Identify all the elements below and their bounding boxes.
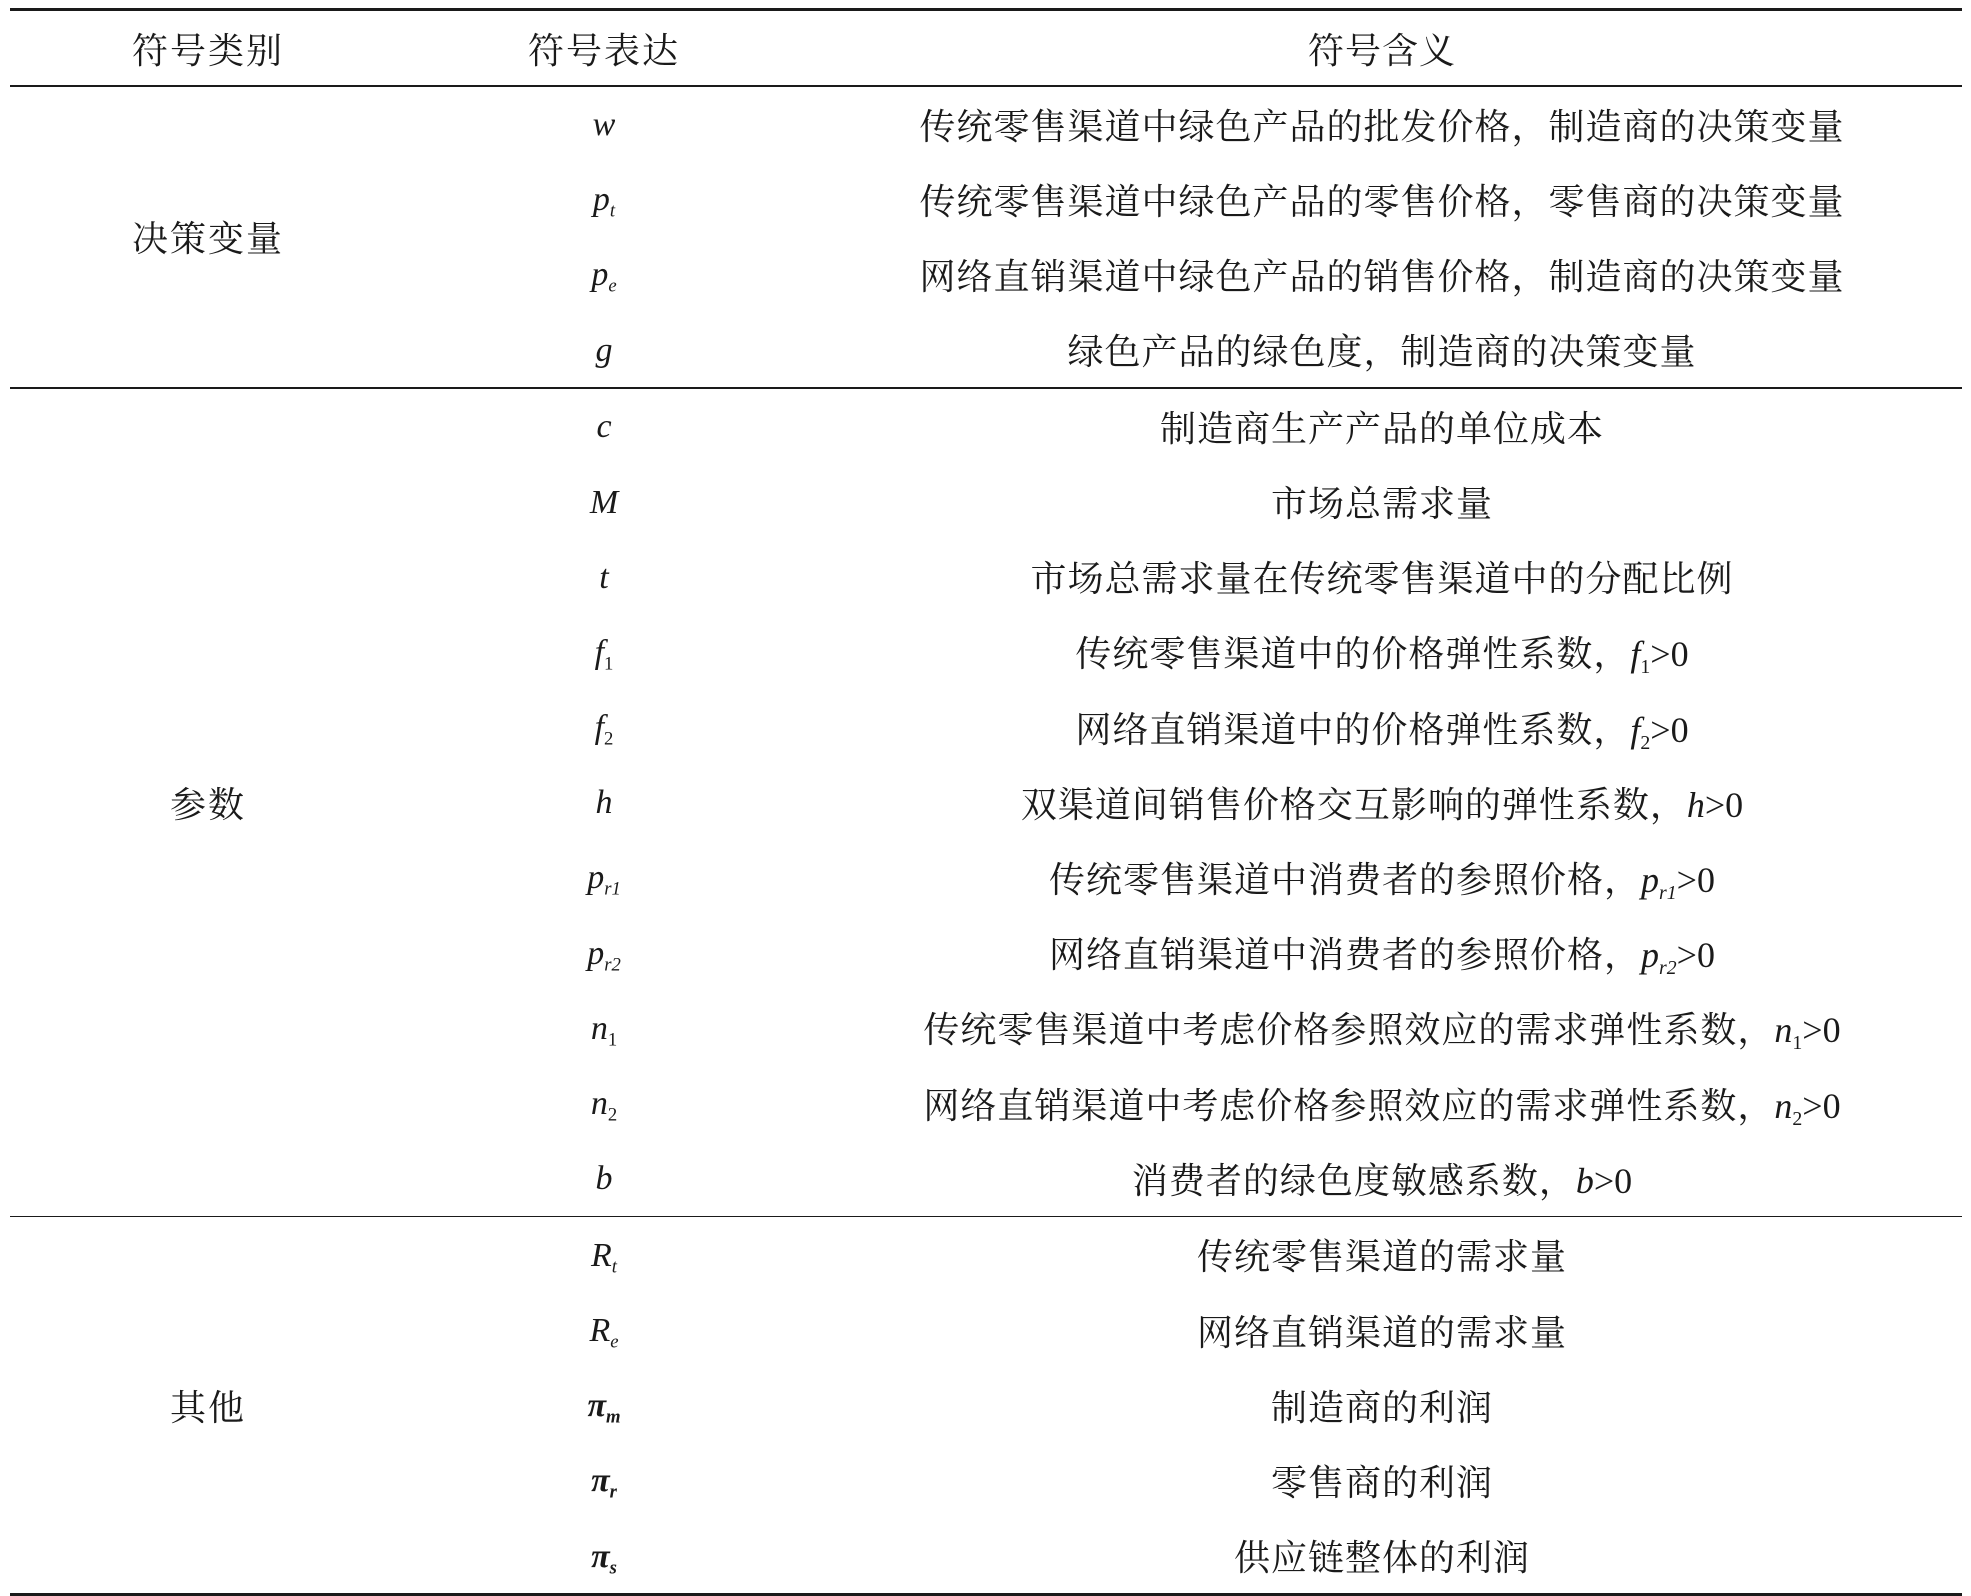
symbol-cell	[406, 1158, 802, 1198]
symbol-base: p	[587, 859, 605, 897]
symbol-base: w	[592, 106, 616, 144]
symbol-base: π	[587, 1387, 606, 1425]
symbol-expression	[591, 1537, 617, 1579]
table-row	[406, 840, 1962, 915]
meaning-cell	[802, 1002, 1962, 1053]
condition-subscript: 2	[1792, 1107, 1803, 1130]
symbol-table	[10, 8, 1962, 1596]
symbol-subscript: r1	[604, 879, 621, 900]
condition-symbol-base: n	[1774, 1010, 1793, 1051]
table-row	[406, 312, 1962, 387]
symbol-cell	[406, 254, 802, 297]
meaning-cell	[802, 401, 1962, 452]
symbol-cell	[406, 933, 802, 976]
meaning-text: 传统零售渠道的需求量	[1196, 1237, 1567, 1279]
table-row	[406, 1518, 1962, 1593]
table-row	[406, 765, 1962, 840]
symbol-expression	[591, 1462, 617, 1503]
meaning-text: 网络直销渠道的需求量	[1196, 1312, 1567, 1354]
condition-symbol-base: f	[1630, 634, 1641, 675]
symbol-expression	[589, 1312, 619, 1353]
meaning-text: 市场总需求量	[1270, 484, 1493, 526]
meaning-text: 双渠道间销售价格交互影响的弹性系数，	[1020, 784, 1687, 826]
symbol-cell	[406, 406, 802, 446]
meaning-text: 网络直销渠道中考虑价格参照效应的需求弹性系数，	[923, 1085, 1775, 1127]
table-row	[406, 1293, 1962, 1368]
group-category-label: 其他	[169, 1387, 246, 1429]
condition-subscript: r2	[1659, 957, 1677, 980]
meaning-cell	[802, 777, 1962, 828]
condition-symbol	[1774, 1085, 1803, 1130]
symbol-group	[10, 389, 1962, 1216]
symbol-base: R	[591, 1236, 612, 1274]
condition-symbol-base: f	[1630, 709, 1641, 750]
symbol-expression	[590, 1085, 618, 1126]
symbol-base: b	[595, 1160, 613, 1198]
condition-symbol-base: b	[1575, 1160, 1594, 1201]
table-body	[10, 87, 1962, 1596]
meaning-text: 市场总需求量在传统零售渠道中的分配比例	[1030, 559, 1734, 601]
symbol-cell	[406, 1310, 802, 1353]
symbol-expression	[587, 1387, 621, 1428]
symbol-base: R	[589, 1312, 611, 1350]
meaning-cell	[802, 1305, 1962, 1356]
symbol-subscript: m	[606, 1406, 621, 1428]
symbol-cell	[406, 1235, 802, 1278]
condition-value: >0	[1676, 935, 1715, 976]
condition-subscript: 2	[1640, 731, 1651, 754]
symbol-cell	[406, 179, 802, 222]
symbol-expression	[592, 181, 616, 222]
symbol-subscript: t	[609, 200, 616, 222]
condition-value: >0	[1802, 1085, 1841, 1126]
symbol-subscript: r	[609, 1482, 617, 1503]
condition-subscript: 1	[1792, 1032, 1803, 1055]
symbol-expression	[596, 332, 613, 369]
symbol-expression	[587, 859, 621, 900]
table-row	[406, 87, 1962, 162]
symbol-expression	[596, 1160, 613, 1197]
table-row	[406, 162, 1962, 237]
group-rows	[406, 87, 1962, 388]
table-row	[406, 237, 1962, 312]
symbol-subscript: 1	[604, 653, 614, 675]
symbol-base: n	[590, 1085, 608, 1123]
symbol-cell	[406, 1536, 802, 1579]
condition-value: >0	[1802, 1010, 1841, 1051]
symbol-cell	[406, 557, 802, 597]
symbol-subscript: 1	[607, 1029, 618, 1051]
condition-symbol-base: p	[1641, 935, 1660, 976]
condition-value: >0	[1676, 859, 1715, 900]
symbol-base: n	[590, 1009, 608, 1047]
condition-symbol-base: h	[1686, 784, 1705, 825]
meaning-text: 制造商的利润	[1270, 1387, 1493, 1429]
table-row	[406, 990, 1962, 1065]
group-rows	[406, 389, 1962, 1216]
condition-symbol	[1641, 935, 1677, 980]
header-category: 符号类别	[131, 30, 284, 72]
meaning-cell	[802, 99, 1962, 150]
meaning-text: 制造商生产产品的单位成本	[1159, 408, 1604, 450]
meaning-cell	[802, 852, 1962, 903]
symbol-subscript: 2	[604, 728, 614, 750]
header-meaning: 符号含义	[1307, 30, 1456, 72]
symbol-cell	[406, 1385, 802, 1428]
condition-symbol-base: n	[1774, 1085, 1793, 1126]
table-row	[406, 464, 1962, 539]
table-row	[406, 1368, 1962, 1443]
meaning-cell	[802, 1153, 1962, 1204]
meaning-text: 传统零售渠道中消费者的参照价格，	[1049, 859, 1642, 901]
symbol-base: p	[592, 181, 610, 219]
symbol-base: p	[587, 934, 605, 972]
symbol-subscript: r2	[604, 954, 621, 976]
symbol-base: π	[591, 1537, 610, 1575]
meaning-cell	[802, 551, 1962, 602]
condition-symbol-base: p	[1641, 859, 1660, 900]
symbol-subscript: t	[611, 1256, 617, 1278]
symbol-base: h	[595, 784, 613, 822]
symbol-cell	[406, 782, 802, 822]
meaning-cell	[802, 174, 1962, 225]
symbol-group	[10, 1217, 1962, 1593]
symbol-cell	[406, 482, 802, 522]
meaning-text: 传统零售渠道中的价格弹性系数，	[1075, 634, 1631, 676]
symbol-cell	[406, 1008, 802, 1051]
symbol-cell	[406, 1083, 802, 1126]
table-row	[406, 389, 1962, 464]
header-symbol: 符号表达	[527, 30, 680, 72]
symbol-cell	[406, 857, 802, 900]
symbol-base: M	[589, 483, 619, 521]
meaning-text: 网络直销渠道中消费者的参照价格，	[1049, 935, 1642, 977]
condition-subscript: 1	[1640, 656, 1651, 679]
group-rows	[406, 1217, 1962, 1593]
symbol-expression	[590, 1009, 618, 1051]
meaning-cell	[802, 324, 1962, 375]
symbol-expression	[599, 559, 608, 596]
meaning-cell	[802, 702, 1962, 753]
meaning-text: 传统零售渠道中绿色产品的零售价格，零售商的决策变量	[919, 181, 1845, 223]
symbol-cell	[406, 707, 802, 750]
table-header-row	[10, 11, 1962, 85]
table-row	[406, 1141, 1962, 1216]
meaning-text: 零售商的利润	[1270, 1462, 1493, 1504]
symbol-cell	[406, 632, 802, 675]
condition-value: >0	[1593, 1160, 1633, 1201]
table-row	[406, 915, 1962, 990]
meaning-text: 网络直销渠道中绿色产品的销售价格，制造商的决策变量	[919, 256, 1845, 298]
condition-value: >0	[1650, 709, 1689, 750]
table-row	[406, 539, 1962, 614]
symbol-group	[10, 87, 1962, 388]
symbol-subscript: e	[608, 276, 617, 297]
condition-symbol	[1641, 859, 1677, 904]
meaning-cell	[802, 249, 1962, 300]
symbol-subscript: e	[610, 1331, 619, 1353]
condition-subscript: r1	[1659, 881, 1677, 904]
meaning-cell	[802, 1530, 1962, 1581]
symbol-expression	[594, 633, 614, 675]
symbol-cell	[406, 330, 802, 370]
meaning-text: 传统零售渠道中考虑价格参照效应的需求弹性系数，	[923, 1010, 1775, 1052]
symbol-base: c	[596, 408, 612, 446]
meaning-text: 传统零售渠道中绿色产品的批发价格，制造商的决策变量	[919, 106, 1845, 148]
meaning-cell	[802, 1229, 1962, 1280]
table-row	[406, 1443, 1962, 1518]
condition-value: >0	[1704, 784, 1744, 825]
symbol-base: t	[599, 558, 609, 596]
symbol-cell	[406, 104, 802, 144]
meaning-text: 绿色产品的绿色度，制造商的决策变量	[1067, 332, 1697, 374]
condition-symbol	[1630, 634, 1651, 679]
condition-symbol	[1630, 709, 1651, 754]
meaning-cell	[802, 476, 1962, 527]
symbol-cell	[406, 1460, 802, 1503]
symbol-expression	[593, 106, 616, 143]
meaning-cell	[802, 1380, 1962, 1431]
symbol-expression	[587, 934, 621, 976]
table-row	[406, 690, 1962, 765]
symbol-base: g	[595, 331, 613, 369]
table-row	[406, 1065, 1962, 1140]
symbol-expression	[596, 784, 613, 821]
symbol-subscript: 2	[607, 1104, 618, 1126]
symbol-expression	[591, 1236, 617, 1278]
symbol-base: f	[594, 709, 605, 747]
symbol-base: f	[594, 633, 605, 671]
meaning-cell	[802, 1455, 1962, 1506]
meaning-cell	[802, 927, 1962, 978]
meaning-text: 供应链整体的利润	[1233, 1538, 1530, 1580]
symbol-expression	[590, 484, 618, 521]
meaning-cell	[802, 626, 1962, 677]
group-category-label: 参数	[169, 784, 246, 826]
condition-value: >0	[1650, 634, 1689, 675]
symbol-expression	[594, 709, 614, 750]
symbol-expression	[596, 408, 611, 445]
group-category-label: 决策变量	[131, 219, 284, 261]
meaning-text: 网络直销渠道中的价格弹性系数，	[1075, 709, 1631, 751]
meaning-cell	[802, 1078, 1962, 1129]
symbol-base: p	[591, 256, 609, 294]
condition-symbol	[1687, 785, 1705, 825]
condition-symbol	[1576, 1161, 1594, 1201]
table-row	[406, 1217, 1962, 1292]
symbol-expression	[591, 256, 617, 297]
meaning-text: 消费者的绿色度敏感系数，	[1131, 1160, 1576, 1202]
symbol-subscript: s	[609, 1557, 617, 1579]
symbol-base: π	[591, 1462, 610, 1500]
table-row	[406, 614, 1962, 689]
condition-symbol	[1774, 1010, 1803, 1055]
